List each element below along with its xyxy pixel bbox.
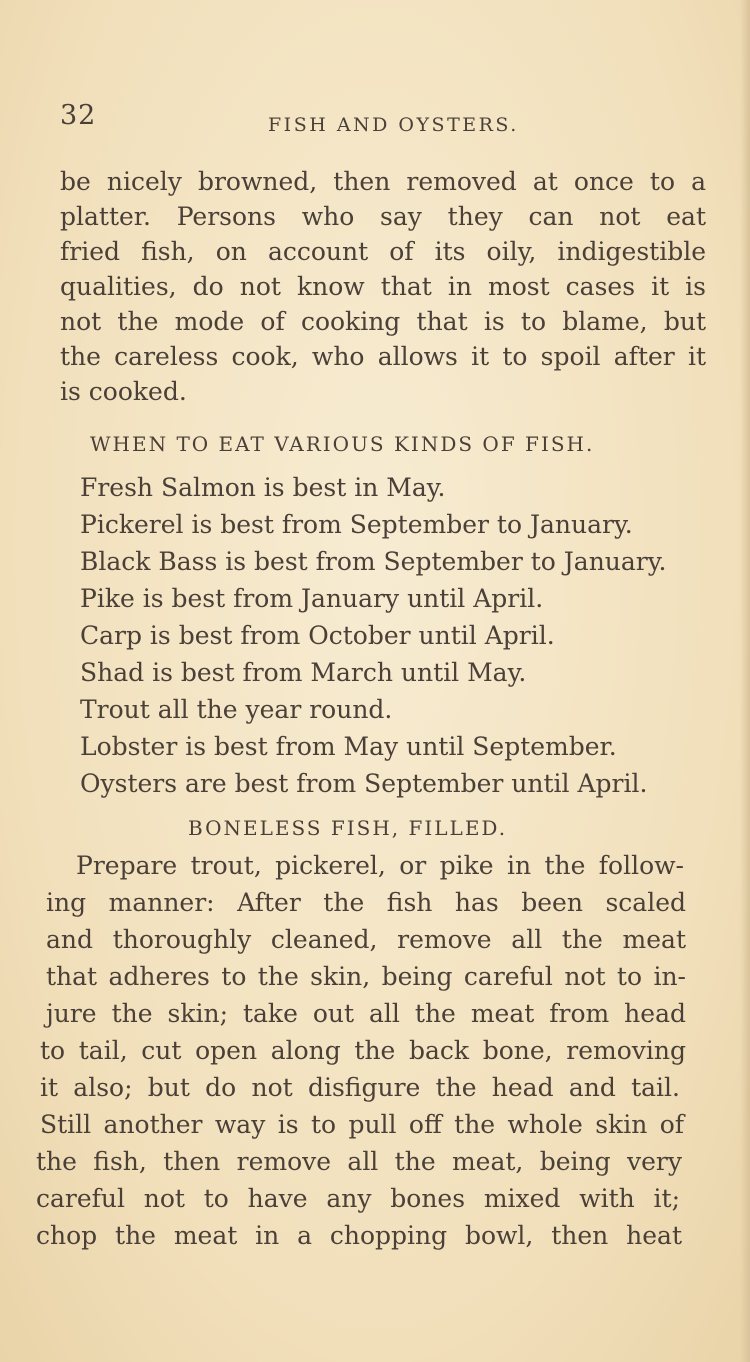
text-line: the careless cook, who allows it to spoil after it [60,342,706,371]
text-line: Prepare trout, pickerel, or pike in the follow- [76,851,684,880]
list-item: Fresh Salmon is best in May. [80,473,446,502]
text-line: that adheres to the skin, being careful not to in- [46,962,686,991]
text-line: jure the skin; take out all the meat from head [46,999,686,1028]
text-line: to tail, cut open along the back bone, removing [40,1036,686,1065]
running-head: FISH AND OYSTERS. [268,114,519,136]
text-line: qualities, do not know that in most cases it is [60,272,706,301]
text-line: chop the meat in a chopping bowl, then heat [36,1221,682,1250]
text-line: is cooked. [60,377,187,406]
list-item: Pike is best from January until April. [80,584,544,613]
text-line: and thoroughly cleaned, remove all the meat [46,925,686,954]
page-edge-shadow [740,0,750,1362]
page-number: 32 [60,100,97,131]
text-line: ing manner: After the fish has been scaled [46,888,686,917]
list-item: Lobster is best from May until September. [80,732,617,761]
text-line: fried fish, on account of its oily, indigestible [60,237,706,266]
list-item: Oysters are best from September until April. [80,769,648,798]
text-line: Still another way is to pull off the whole skin of [40,1110,684,1139]
text-line: the fish, then remove all the meat, being very [36,1147,682,1176]
text-line: not the mode of cooking that is to blame, but [60,307,706,336]
text-line: it also; but do not disfigure the head and tail. [40,1073,680,1102]
list-item: Pickerel is best from September to January. [80,510,633,539]
text-line: be nicely browned, then removed at once to a [60,167,706,196]
list-item: Carp is best from October until April. [80,621,555,650]
text-line: careful not to have any bones mixed with it; [36,1184,680,1213]
text-line: platter. Persons who say they can not eat [60,202,706,231]
section-heading: WHEN TO EAT VARIOUS KINDS OF FISH. [90,432,595,456]
list-item: Shad is best from March until May. [80,658,527,687]
list-item: Trout all the year round. [80,695,393,724]
section-heading: BONELESS FISH, FILLED. [188,816,508,840]
list-item: Black Bass is best from September to January. [80,547,667,576]
